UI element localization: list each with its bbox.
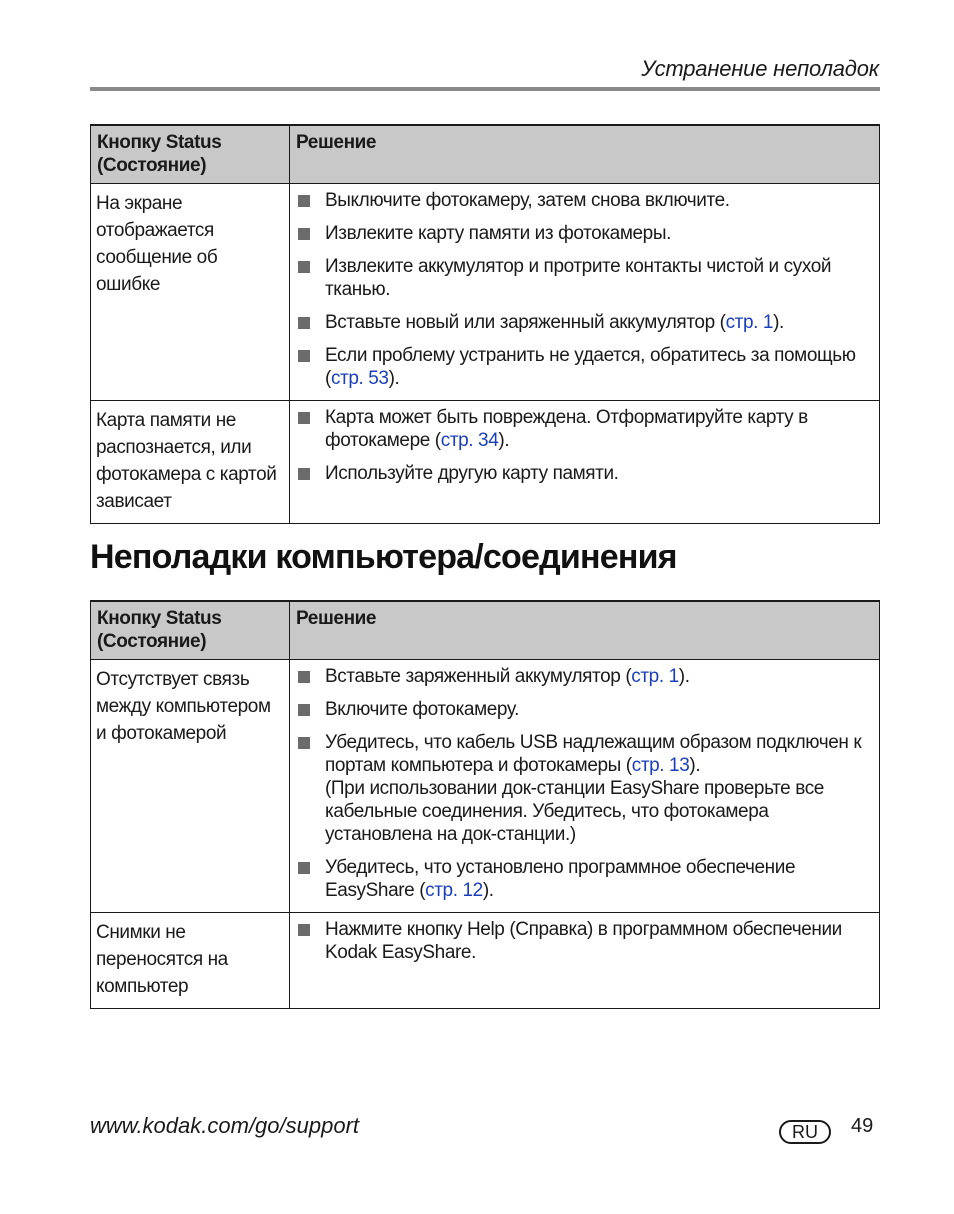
column-header-solution: Решение — [290, 125, 880, 184]
solution-cell — [290, 401, 880, 524]
solution-item: Убедитесь, что кабель USB надлежащим образом подключен к портам компьютера и фотокамеры (стр. 13). (При использовании док-станции EasyShare проверьте все кабельные соединения. Убедитесь, что фотокамера установлена на док-станции.) — [296, 731, 869, 846]
condition-cell: Отсутствует связь между компьютером и фотокамерой — [91, 660, 290, 913]
solution-item: Нажмите кнопку Help (Справка) в программном обеспечении Kodak EasyShare. — [296, 918, 869, 964]
page-number: 49 — [851, 1115, 874, 1137]
table-row — [91, 913, 880, 1009]
solution-item: Убедитесь, что установлено программное обеспечение EasyShare (стр. 12). — [296, 856, 869, 902]
column-header-solution: Решение — [290, 601, 880, 660]
header-rule — [90, 87, 880, 91]
troubleshooting-table-camera — [90, 124, 880, 524]
solution-cell — [290, 913, 880, 1009]
condition-cell: На экране отображается сообщение об ошибке — [91, 184, 290, 401]
solution-item: Извлеките карту памяти из фотокамеры. — [296, 222, 869, 245]
condition-cell: Карта памяти не распознается, или фотокамера с картой зависает — [91, 401, 290, 524]
solution-item: Включите фотокамеру. — [296, 698, 869, 721]
solution-item: Вставьте новый или заряженный аккумулятор (стр. 1). — [296, 311, 869, 334]
solution-item: Выключите фотокамеру, затем снова включите. — [296, 189, 869, 212]
condition-cell: Снимки не переносятся на компьютер — [91, 913, 290, 1009]
solution-item: Извлеките аккумулятор и протрите контакты чистой и сухой тканью. — [296, 255, 869, 301]
page-link[interactable]: стр. 1 — [631, 666, 679, 687]
solution-note: (При использовании док-станции EasyShare проверьте все кабельные соединения. Убедитесь, что фотокамера установлена на док-станции.) — [325, 778, 824, 845]
running-title: Устранение неполадок — [641, 56, 879, 81]
table-row — [91, 184, 880, 401]
solution-cell — [290, 184, 880, 401]
column-header-status: Кнопку Status (Состояние) — [91, 125, 290, 184]
section-title: Неполадки компьютера/соединения — [90, 538, 677, 576]
page-link[interactable]: стр. 13 — [631, 755, 690, 776]
language-badge: RU — [779, 1120, 831, 1144]
support-url[interactable]: www.kodak.com/go/support — [90, 1113, 360, 1138]
solution-item: Используйте другую карту памяти. — [296, 462, 869, 485]
table-row — [91, 401, 880, 524]
page-link[interactable]: стр. 53 — [330, 368, 389, 389]
solution-item: Карта может быть повреждена. Отформатируйте карту в фотокамере (стр. 34). — [296, 406, 869, 452]
column-header-status: Кнопку Status (Состояние) — [91, 601, 290, 660]
page-link[interactable]: стр. 1 — [725, 312, 774, 333]
solution-item: Вставьте заряженный аккумулятор (стр. 1). — [296, 665, 869, 688]
page-link[interactable]: стр. 12 — [425, 880, 483, 901]
solution-item: Если проблему устранить не удается, обратитесь за помощью (стр. 53). — [296, 344, 869, 390]
troubleshooting-table-computer — [90, 600, 880, 1009]
page-link[interactable]: стр. 34 — [440, 430, 499, 451]
table-row — [91, 660, 880, 913]
solution-cell — [290, 660, 880, 913]
